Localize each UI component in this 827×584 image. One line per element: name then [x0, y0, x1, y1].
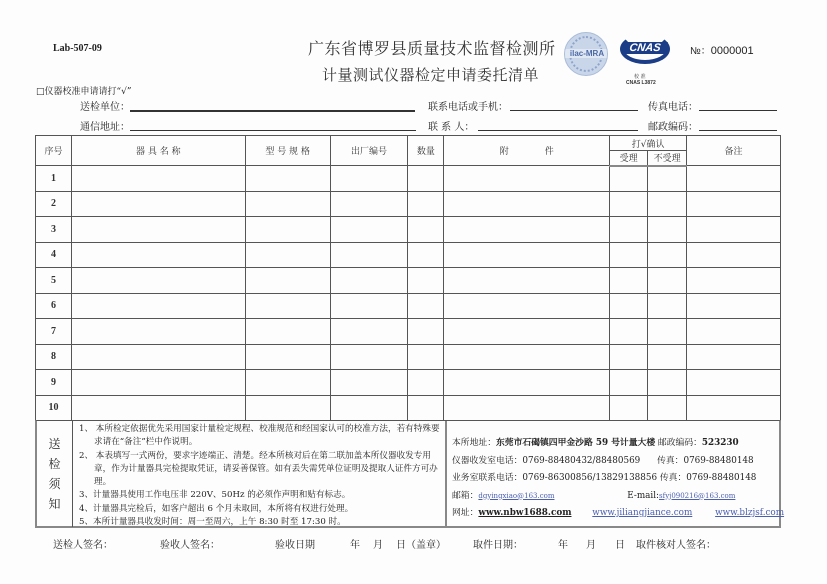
- row-seq: 7: [36, 319, 72, 345]
- mailbox-label: 邮箱：: [452, 490, 479, 501]
- table-row: [36, 344, 781, 370]
- cnas-accreditation-number: CNAS L3872: [626, 80, 656, 86]
- address-label: 本所地址：: [452, 438, 496, 448]
- cell-name[interactable]: [71, 344, 245, 370]
- receive-day-stamp-label: 日（盖章）: [396, 540, 446, 551]
- cell-remarks[interactable]: [687, 293, 781, 319]
- business-room-label: 业务室联系电话：: [452, 473, 523, 483]
- instrument-room-fax-label: 传真：: [657, 455, 684, 466]
- header-remarks: 备注: [687, 136, 781, 166]
- header-qty: 数量: [408, 136, 444, 166]
- cell-serial[interactable]: [330, 370, 408, 396]
- receive-year-label: 年: [350, 540, 360, 551]
- institute-title: 广东省博罗县质量技术监督检测所: [308, 39, 556, 58]
- header-model: 型 号 规 格: [245, 136, 330, 166]
- receive-date-label[interactable]: 验收日期: [275, 540, 315, 551]
- contact-person-label: 联 系 人：: [428, 122, 475, 133]
- form-code: Lab-507-09: [53, 43, 102, 54]
- cell-name[interactable]: [71, 242, 245, 268]
- notice-side-title: [37, 421, 73, 527]
- notice-rule: 1、 本所检定依据优先采用国家计量检定规程、校准规范和经国家认可的校准方法，若有特殊要求请在“备注”栏中作说明。: [79, 424, 440, 448]
- cell-model[interactable]: [245, 293, 330, 319]
- notice-side-char: 知: [48, 497, 61, 511]
- postcode-label: 邮政编码：: [648, 122, 698, 133]
- cell-accept[interactable]: [610, 344, 648, 370]
- table-row: [36, 166, 781, 192]
- cell-qty[interactable]: [408, 293, 444, 319]
- table-row: [36, 319, 781, 345]
- cell-reject[interactable]: [648, 395, 687, 421]
- website-link-1[interactable]: www.nbw1688.com: [478, 508, 572, 518]
- pickup-date-label[interactable]: 取件日期：: [473, 540, 523, 551]
- row-seq: 10: [36, 395, 72, 421]
- notice-rule: 5、本所计量器具收发时间：周一至周六，上午 8:30 时至 17:30 时。: [79, 517, 346, 528]
- cell-accessories[interactable]: [444, 191, 610, 217]
- address-field[interactable]: [130, 130, 416, 131]
- cell-reject[interactable]: [648, 166, 687, 192]
- cell-remarks[interactable]: [687, 344, 781, 370]
- receiver-signature-label[interactable]: 验收人签名：: [160, 540, 220, 551]
- cell-reject[interactable]: [648, 268, 687, 294]
- cell-accessories[interactable]: [444, 344, 610, 370]
- header-accept: 受理: [610, 151, 648, 166]
- cell-accessories[interactable]: [444, 217, 610, 243]
- table-row: [36, 268, 781, 294]
- business-room-fax: 0769-88480148: [686, 473, 757, 483]
- header-name: 器 具 名 称: [71, 136, 245, 166]
- website-line: [452, 505, 785, 523]
- cell-serial[interactable]: [330, 166, 408, 192]
- cell-reject[interactable]: [648, 319, 687, 345]
- business-room-fax-label: 传真：: [659, 473, 687, 483]
- contact-person-field[interactable]: [478, 130, 638, 131]
- phone-label: 联系电话或手机：: [428, 102, 508, 113]
- email-line: [452, 488, 782, 506]
- cell-qty[interactable]: [408, 344, 444, 370]
- cell-accept[interactable]: [610, 191, 648, 217]
- postcode-label: 邮政编码：: [657, 438, 702, 448]
- cell-serial[interactable]: [330, 217, 408, 243]
- cell-model[interactable]: [245, 166, 330, 192]
- cell-remarks[interactable]: [687, 242, 781, 268]
- serial-number: [690, 42, 754, 57]
- sender-unit-field[interactable]: [130, 110, 415, 112]
- cnas-logo-icon: [620, 34, 670, 64]
- cell-accept[interactable]: [610, 268, 648, 294]
- address-value: 东莞市石碣镇四甲金沙路 59 号计量大楼: [496, 438, 656, 448]
- cell-model[interactable]: [245, 395, 330, 421]
- cell-name[interactable]: [71, 293, 245, 319]
- calibration-check-note[interactable]: □仪器校准申请请打“√”: [36, 87, 132, 97]
- business-room-line: [452, 470, 782, 488]
- cell-serial[interactable]: [330, 268, 408, 294]
- cell-accept[interactable]: [610, 217, 648, 243]
- form-title: 计量测试仪器检定申请委托清单: [322, 66, 540, 84]
- cell-qty[interactable]: [408, 217, 444, 243]
- cell-qty[interactable]: [408, 395, 444, 421]
- serial-label: №：: [690, 46, 711, 57]
- email-label: E-mail:: [627, 490, 660, 501]
- cell-remarks[interactable]: [687, 395, 781, 421]
- website-label: 网址：: [452, 508, 479, 518]
- row-seq: 3: [36, 217, 72, 243]
- address-label: 通信地址：: [80, 122, 130, 133]
- cell-reject[interactable]: [648, 242, 687, 268]
- cell-serial[interactable]: [330, 191, 408, 217]
- website-link-2[interactable]: www.jiliangjiance.com: [592, 508, 693, 518]
- notice-rules: [79, 423, 443, 529]
- cell-name[interactable]: [71, 395, 245, 421]
- fax-field[interactable]: [699, 110, 777, 111]
- receive-month-label: 月: [373, 540, 383, 551]
- cell-accept[interactable]: [610, 319, 648, 345]
- cell-accessories[interactable]: [444, 395, 610, 421]
- cell-name[interactable]: [71, 268, 245, 294]
- cell-remarks[interactable]: [687, 268, 781, 294]
- website-link-3[interactable]: www.blzjsf.com: [715, 508, 785, 518]
- table-row: [36, 191, 781, 217]
- table-row: [36, 395, 781, 421]
- header-confirm: 打√确认: [610, 136, 687, 151]
- cell-serial[interactable]: [330, 319, 408, 345]
- cell-remarks[interactable]: [687, 166, 781, 192]
- row-seq: 2: [36, 191, 72, 217]
- address-line: [452, 435, 782, 453]
- table-row: [36, 370, 781, 396]
- serial-value: 0000001: [710, 45, 754, 57]
- phone-field[interactable]: [510, 110, 638, 111]
- cell-reject[interactable]: [648, 370, 687, 396]
- cell-model[interactable]: [245, 370, 330, 396]
- notice-side-char: 送: [48, 437, 61, 451]
- notice-side-char: 须: [48, 477, 61, 491]
- notice-rule: 4、计量器具完检后，如客户超出 6 个月未取回，本所将有权进行处理。: [79, 503, 354, 514]
- cell-name[interactable]: [71, 319, 245, 345]
- cell-model[interactable]: [245, 191, 330, 217]
- cell-accept[interactable]: [610, 370, 648, 396]
- cell-serial[interactable]: [330, 344, 408, 370]
- instrument-room-fax: 0769-88480148: [683, 455, 754, 466]
- notice-side-char: 检: [48, 457, 61, 471]
- cell-qty[interactable]: [408, 242, 444, 268]
- cell-name[interactable]: [71, 191, 245, 217]
- cell-qty[interactable]: [408, 166, 444, 192]
- cell-accessories[interactable]: [444, 370, 610, 396]
- cell-accept[interactable]: [610, 242, 648, 268]
- email-link[interactable]: sfyj090216@163.com: [659, 491, 736, 500]
- instrument-table: [35, 135, 781, 421]
- cell-remarks[interactable]: [687, 191, 781, 217]
- cell-qty[interactable]: [408, 319, 444, 345]
- cell-reject[interactable]: [648, 217, 687, 243]
- cell-name[interactable]: [71, 370, 245, 396]
- row-seq: 6: [36, 293, 72, 319]
- cell-accessories[interactable]: [444, 268, 610, 294]
- notice-section: [35, 420, 785, 528]
- cell-remarks[interactable]: [687, 217, 781, 243]
- table-row: [36, 242, 781, 268]
- cell-accessories[interactable]: [444, 319, 610, 345]
- cell-serial[interactable]: [330, 395, 408, 421]
- cell-serial[interactable]: [330, 293, 408, 319]
- cell-model[interactable]: [245, 242, 330, 268]
- ilac-mra-logo-icon: [564, 32, 608, 76]
- header-serial: 出厂编号: [330, 136, 408, 166]
- cell-serial[interactable]: [330, 242, 408, 268]
- row-seq: 1: [36, 166, 72, 192]
- cell-accept[interactable]: [610, 395, 648, 421]
- cell-remarks[interactable]: [687, 370, 781, 396]
- instrument-room-phone: 0769-88480432/88480569: [522, 455, 641, 466]
- cell-reject[interactable]: [648, 293, 687, 319]
- row-seq: 9: [36, 370, 72, 396]
- notice-rule: 3、计量器具使用工作电压非 220V、50Hz 的必须作声明和贴有标志。: [79, 490, 351, 501]
- row-seq: 5: [36, 268, 72, 294]
- cell-accept[interactable]: [610, 166, 648, 192]
- fax-label: 传真电话：: [648, 102, 698, 113]
- sender-signature-label[interactable]: 送检人签名：: [53, 540, 113, 551]
- cell-qty[interactable]: [408, 191, 444, 217]
- header-seq: 序号: [36, 136, 72, 166]
- instrument-room-label: 仪器收发室电话：: [452, 455, 523, 466]
- instrument-room-line: [452, 453, 782, 471]
- ilac-logo-text: ilac-MRA: [565, 49, 608, 58]
- header-accessories: 附 件: [444, 136, 610, 166]
- pickup-day-label: 日: [615, 540, 625, 551]
- contact-info: [452, 435, 785, 523]
- business-room-phone: 0769-86300856/13829138856: [522, 473, 658, 483]
- cell-qty[interactable]: [408, 370, 444, 396]
- postcode-field[interactable]: [699, 130, 777, 131]
- cnas-sub-label: 校 准: [634, 74, 646, 80]
- table-row: [36, 217, 781, 243]
- pickup-month-label: 月: [586, 540, 596, 551]
- mailbox-link[interactable]: dgyingxiao@163.com: [478, 491, 555, 500]
- cell-name[interactable]: [71, 166, 245, 192]
- row-seq: 4: [36, 242, 72, 268]
- postcode-value: 523230: [701, 438, 739, 448]
- sender-unit-label: 送检单位：: [80, 102, 130, 113]
- notice-rule: 2、 本表填写一式两份，要求字迹端正、清楚。经本所核对后在第二联加盖本所仪器收发专用章，作为计量器具完检提取凭证，请妥善保管。如有丢失需凭单位证明及提取人证件方可办理。: [79, 450, 438, 488]
- header-reject: 不受理: [648, 151, 687, 166]
- cell-model[interactable]: [245, 319, 330, 345]
- cell-model[interactable]: [245, 217, 330, 243]
- cell-model[interactable]: [245, 268, 330, 294]
- pickup-verifier-signature-label[interactable]: 取件核对人签名：: [636, 540, 716, 551]
- cell-name[interactable]: [71, 217, 245, 243]
- row-seq: 8: [36, 344, 72, 370]
- cell-reject[interactable]: [648, 344, 687, 370]
- cell-qty[interactable]: [408, 268, 444, 294]
- pickup-year-label: 年: [558, 540, 568, 551]
- cnas-logo-text: CNAS: [622, 42, 668, 54]
- cell-accessories[interactable]: [444, 293, 610, 319]
- cell-reject[interactable]: [648, 191, 687, 217]
- table-row: [36, 293, 781, 319]
- cell-remarks[interactable]: [687, 319, 781, 345]
- cell-accessories[interactable]: [444, 166, 610, 192]
- notice-divider: [445, 421, 447, 527]
- cell-accessories[interactable]: [444, 242, 610, 268]
- cell-accept[interactable]: [610, 293, 648, 319]
- cell-model[interactable]: [245, 344, 330, 370]
